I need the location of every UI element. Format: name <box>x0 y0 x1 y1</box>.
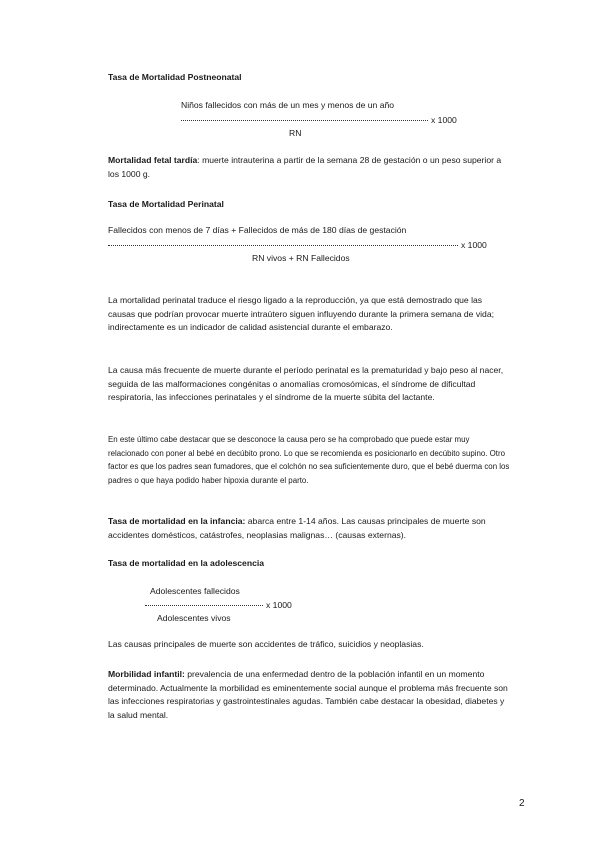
adolescencia-causas: Las causas principales de muerte son accidentes de tráfico, suicidios y neoplasias. <box>108 639 424 649</box>
perinatal-riesgo-paragraph: La mortalidad perinatal traduce el riesgo ligado a la reproducción, ya que está demostrado que las causas que podrían provocar muerte intraútero siguen influyendo durante la primera semana de vida; indirectamente es un indicador de calidad asistencial durante el embarazo. <box>108 295 494 333</box>
fetal-tardia-paragraph <box>108 154 510 181</box>
page-number: 2 <box>519 798 525 809</box>
postneonatal-heading: Tasa de Mortalidad Postneonatal <box>108 72 242 82</box>
adolescencia-heading: Tasa de mortalidad en la adolescencia <box>108 558 265 568</box>
infancia-term: Tasa de mortalidad en la infancia: <box>108 516 246 526</box>
postneonatal-fraction-line <box>181 120 428 121</box>
perinatal-heading: Tasa de Mortalidad Perinatal <box>108 199 224 209</box>
ultimo-caso-paragraph: En este último cabe destacar que se desconoce la causa pero se ha comprobado que puede estar muy relacionado con poner al bebé en decúbito prono. Lo que se recomienda es posicionarlo en decúbito supino. Otro factor es que los padres sean fumadores, que el colchón no sea suficientemente duro, que el bebé duerma con los padres o que haya podido haber hipoxia durante el parto. <box>108 435 510 485</box>
postneonatal-denominator: RN <box>289 128 302 138</box>
perinatal-denominator: RN vivos + RN Fallecidos <box>252 253 350 263</box>
fetal-tardia-definition: : muerte intrauterina a partir de la semana 28 de gestación o un peso superior a los 1000 g. <box>108 155 502 179</box>
morbilidad-term: Morbilidad infantil: <box>108 669 185 679</box>
adolescencia-multiplier: x 1000 <box>266 600 292 610</box>
infancia-definition: abarca entre 1-14 años. Las causas principales de muerte son accidentes domésticos, catástrofes, neoplasias malignas… (causas externas). <box>108 516 486 540</box>
adolescencia-fraction-line <box>145 605 263 606</box>
postneonatal-numerator: Niños fallecidos con más de un mes y menos de un año <box>181 100 395 110</box>
postneonatal-multiplier: x 1000 <box>431 115 457 125</box>
perinatal-fraction-line <box>108 245 458 246</box>
perinatal-numerator: Fallecidos con menos de 7 días + Fallecidos de más de 180 días de gestación <box>108 225 407 235</box>
fetal-tardia-term: Mortalidad fetal tardía <box>108 155 198 165</box>
adolescencia-denominator: Adolescentes vivos <box>157 613 231 623</box>
perinatal-multiplier: x 1000 <box>461 240 487 250</box>
causa-frecuente-paragraph: La causa más frecuente de muerte durante el período perinatal es la prematuridad y bajo peso al nacer, seguida de las malformaciones congénitas o anomalías cromosómicas, el síndrome de dificultad respiratoria, las infecciones perinatales y el síndrome de la muerte súbita del lactante. <box>108 365 504 403</box>
adolescencia-numerator: Adolescentes fallecidos <box>150 586 240 596</box>
morbilidad-paragraph <box>108 668 510 722</box>
infancia-paragraph <box>108 515 510 542</box>
morbilidad-definition: prevalencia de una enfermedad dentro de la población infantil en un momento determinado. Actualmente la morbilidad es eminentemente social aunque el problema más frecuente son las infecciones respiratorias y gastrointestinales agudas. También cabe destacar la obesidad, diabetes y la salud mental. <box>108 669 508 720</box>
